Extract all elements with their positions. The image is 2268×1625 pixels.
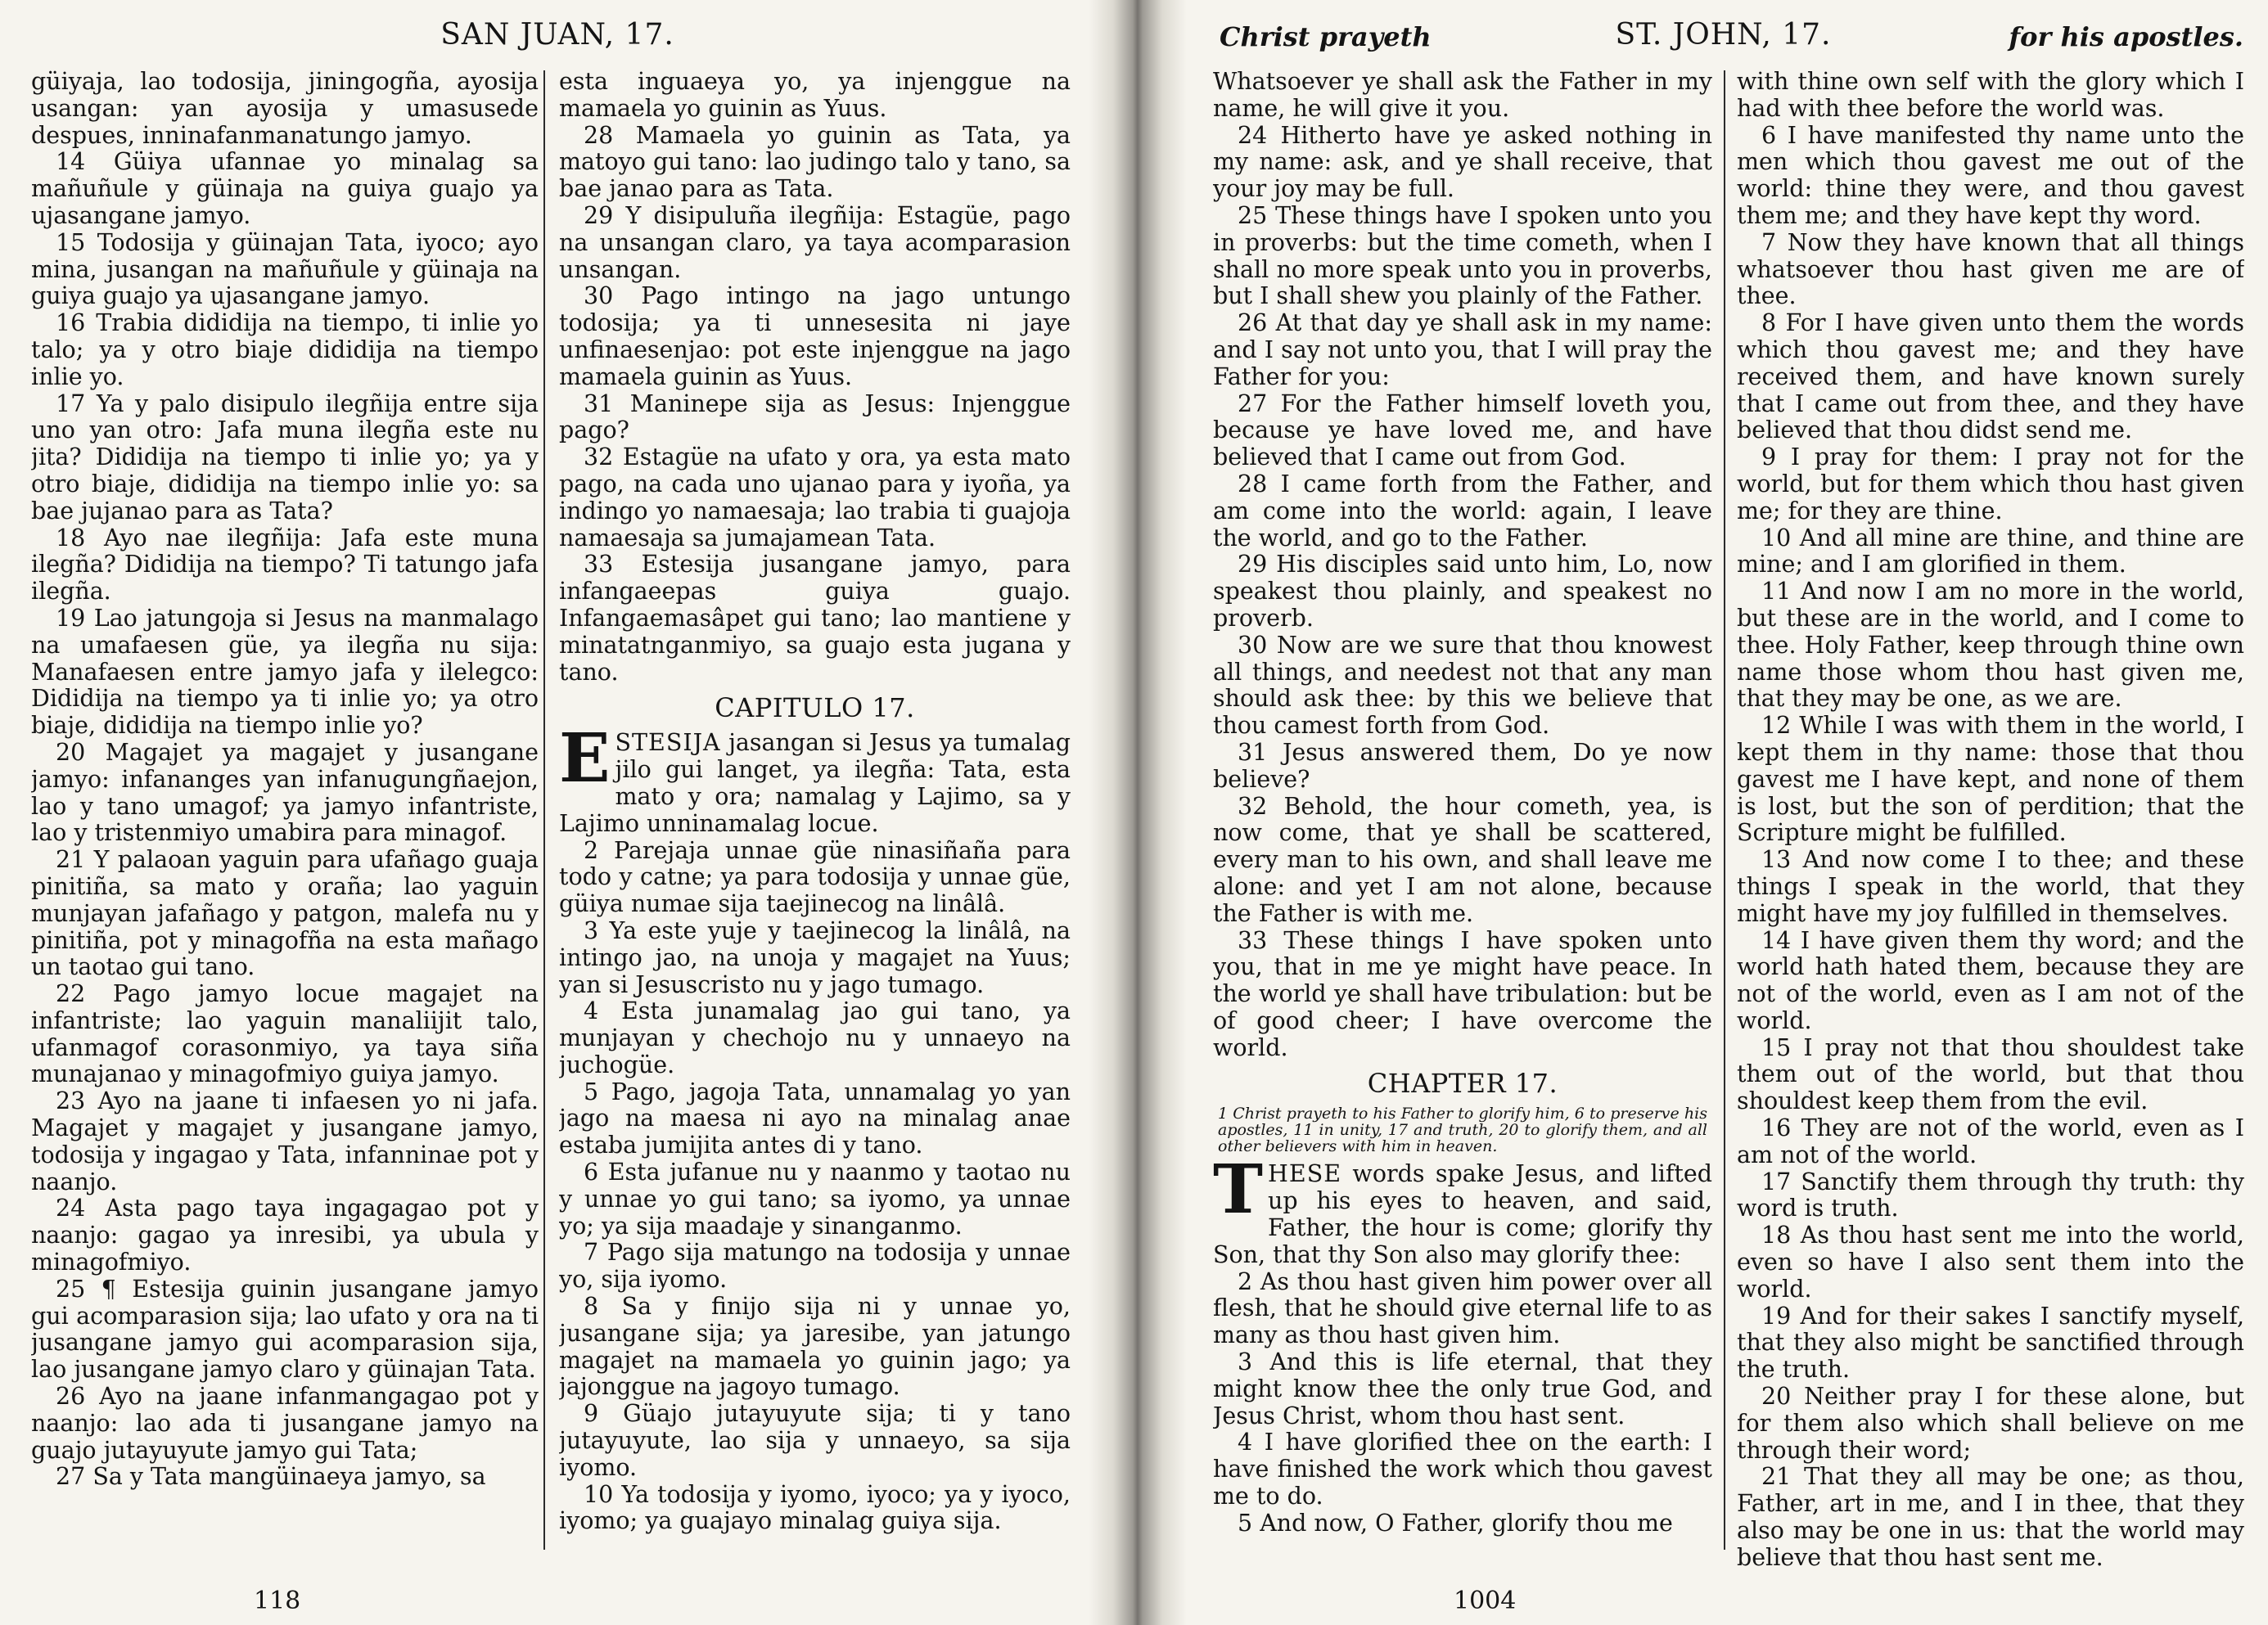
verse: 8 Sa y finijo sija ni y unnae yo, jusangane sija; ya jaresibe, yan jatungo magajet na mamaela yo guinin jago; ya jajonggue na jagoyo tumago.	[559, 1293, 1071, 1401]
verse: 12 While I was with them in the world, I kept them in thy name: those that thou gavest me I have kept, and none of them is lost, but the son of perdition; that the Scripture might be fulfilled.	[1737, 712, 2244, 847]
verse: 9 I pray for them: I pray not for the world, but for them which thou hast given me; for they are thine.	[1737, 443, 2244, 524]
verse: 13 And now come I to thee; and these things I speak in the world, that they might have my joy fulfilled in themselves.	[1737, 846, 2244, 927]
verse: 3 Ya este yuje y taejinecog la linâlâ, na intingo jao, na unoja y magajet na Yuus; yan si Jesuscristo nu y jago tumago.	[559, 916, 1071, 998]
verse: 29 Y disipuluña ilegñija: Estagüe, pago na unsangan claro, ya taya acomparasion unsangan.	[559, 201, 1071, 283]
verse: 25 These things have I spoken unto you in proverbs: but the time cometh, when I shall no more speak unto you in proverbs, but I shall shew you plainly of the Father.	[1213, 201, 1712, 310]
verse: 19 Lao jatungoja si Jesus na manmalago na umafaesen güe, ya ilegña nu sija: Manafaesen entre jamyo jafa y ilelegco: Dididija na tiempo ya ti inlie yo; ya otro biaje, dididija na tiempo inlie yo?	[31, 604, 539, 740]
verse: 11 And now I am no more in the world, but these are in the world, and I come to thee. Holy Father, keep through thine own name those whom thou hast given me, that they may be one, as we are.	[1737, 578, 2244, 713]
verse: 10 Ya todosija y iyomo, iyoco; ya y iyoco, iyomo; ya guajayo minalag guiya sija.	[559, 1480, 1071, 1535]
verse: 25 ¶ Estesija guinin jusangane jamyo gui acomparasion sija; lao ufato y ora na ti jusangane jamyo gui acomparasion sija, lao jusangane jamyo claro y güinajan Tata.	[31, 1275, 539, 1384]
verse: 18 Ayo nae ilegñija: Jafa este muna ilegña? Dididija na tiempo? Ti tatungo jafa ilegña.	[31, 524, 539, 605]
verse: 2 Parejaja unnae güe ninasiñaña para todo y catne; ya para todosija y unnae güe, güiya numae sija taejinecog na linâlâ.	[559, 836, 1071, 918]
chapter-heading: CHAPTER 17.	[1367, 1068, 1558, 1100]
verse: 32 Behold, the hour cometh, yea, is now come, that ye shall be scattered, every man to his own, and shall leave me alone: and yet I am not alone, because the Father is with me.	[1213, 792, 1712, 927]
verse: with thine own self with the glory which I had with thee before the world was.	[1737, 69, 2244, 122]
verse: 28 I came forth from the Father, and am come into the world: again, I leave the world, and go to the Father.	[1213, 470, 1712, 551]
verse: 8 For I have given unto them the words which thou gavest me; and they have received them, and have known surely that I came out from thee, and they have believed that thou didst send me.	[1737, 309, 2244, 444]
verse: 6 I have manifested thy name unto the men which thou gavest me out of the world: thine they were, and thou gavest them me; and they have kept thy word.	[1737, 121, 2244, 229]
column-rule	[1724, 70, 1725, 1550]
page-number: 1004	[1454, 1587, 1517, 1615]
opening-caps: HESE	[1268, 1160, 1342, 1188]
verse: Whatsoever ye shall ask the Father in my name, he will give it you.	[1213, 69, 1712, 122]
running-head: SAN JUAN, 17.	[440, 18, 674, 52]
verse: 28 Mamaela yo guinin as Tata, ya matoyo gui tano: lao judingo talo y tano, sa bae janao para as Tata.	[559, 121, 1071, 203]
verse: 30 Now are we sure that thou knowest all things, and needest not that any man should ask thee: by this we believe that thou camest forth from God.	[1213, 631, 1712, 740]
verse: 33 These things I have spoken unto you, that in me ye might have peace. In the world ye shall have tribulation: but be of good cheer; I have overcome the world.	[1213, 926, 1712, 1061]
verse: 18 As thou hast sent me into the world, even so have I also sent them into the world.	[1737, 1222, 2244, 1303]
drop-capital: E	[559, 719, 611, 799]
verse: 5 And now, O Father, glorify thou me	[1238, 1509, 1673, 1537]
verse: 23 Ayo na jaane ti infaesen yo ni jafa. Magajet y magajet y jusangane jamyo, todosija y ingagao y Tata, infanninae pot y naanjo.	[31, 1087, 539, 1195]
verse: 27 Sa y Tata mangüinaeya jamyo, sa	[56, 1463, 486, 1491]
chapter-heading: CAPITULO 17.	[715, 692, 915, 724]
verse: 10 And all mine are thine, and thine are mine; and I am glorified in them.	[1737, 524, 2244, 578]
page-number: 118	[254, 1587, 301, 1615]
verse: 7 Now they have known that all things whatsoever thou hast given me are of thee.	[1737, 228, 2244, 310]
chapter-summary: 1 Christ prayeth to his Father to glorify him, 6 to preserve his apostles, 11 in unity, 17 and truth, 20 to glorify them, and all other believers with him in heaven.	[1218, 1105, 1707, 1156]
right-page-header	[1179, 18, 2268, 64]
left-column-1	[31, 69, 539, 1576]
verse: 7 Pago sija matungo na todosija y unnae yo, sija iyomo.	[559, 1239, 1071, 1294]
verse: 22 Pago jamyo locue magajet na infantriste; lao yaguin manaliijit talo, ufanmagof corasonmiyo, ya taya siña munajanao y minagofmiyo guiya jamyo.	[31, 980, 539, 1088]
chapter-first-verse	[559, 719, 1071, 837]
verse: 21 That they all may be one; as thou, Father, art in me, and I in thee, that they also may be one in us: that the world may believe that thou hast sent me.	[1737, 1463, 2244, 1571]
verse: 16 Trabia dididija na tiempo, ti inlie yo talo; ya y otro biaje dididija na tiempo inlie yo.	[31, 309, 539, 390]
verse: 31 Jesus answered them, Do ye now believe?	[1213, 738, 1712, 793]
verse: 19 And for their sakes I sanctify myself, that they also might be sanctified through the truth.	[1737, 1302, 2244, 1384]
drop-capital: T	[1213, 1150, 1264, 1230]
verse: 4 Esta junamalag jao gui tano, ya munjayan y chechojo nu y unnaeyo na juchogüe.	[559, 997, 1071, 1078]
verse: 27 For the Father himself loveth you, because ye have loved me, and have believed that I came out from God.	[1213, 389, 1712, 471]
verse: 32 Estagüe na ufato y ora, ya esta mato pago, na cada uno ujanao para y iyoña, ya indingo yo namaesaja; lao trabia ti guajoja namaesaja sa jumajamean Tata.	[559, 443, 1071, 551]
verse: 24 Hitherto have ye asked nothing in my name: ask, and ye shall receive, that your joy may be full.	[1213, 121, 1712, 203]
verse: 14 Güiya ufannae yo minalag sa mañuñule y güinaja na guiya guajo ya ujasangane jamyo.	[31, 148, 539, 229]
verse: 5 Pago, jagoja Tata, unnamalag yo yan jago na maesa ni ayo na minalag anae estaba jumijita antes di y tano.	[559, 1078, 1071, 1159]
left-page	[0, 0, 1115, 1625]
verse: 26 At that day ye shall ask in my name: and I say not unto you, that I will pray the Father for you:	[1213, 309, 1712, 390]
right-column-2	[1737, 69, 2244, 1576]
verse: 4 I have glorified thee on the earth: I have finished the work which thou gavest me to do.	[1213, 1429, 1712, 1510]
opening-text: words spake Jesus, and lifted up his eyes to heaven, and said, Father, the hour is come; glorify thy Son, that thy Son also may glorify thee:	[1213, 1160, 1712, 1268]
verse: 20 Neither pray I for these alone, but for them also which shall believe on me through their word;	[1737, 1383, 2244, 1464]
running-head: ST. JOHN, 17.	[1615, 18, 1832, 52]
verse: 9 Güajo jutayuyute sija; ti y tano jutayuyute, lao sija y unnaeyo, sa sija iyomo.	[559, 1400, 1071, 1481]
right-page	[1179, 0, 2268, 1625]
verse: 30 Pago intingo na jago untungo todosija; ya ti unnesesita ni jaye unfinaesenjao: pot este injenggue na jago mamaela guinin as Yuus.	[559, 282, 1071, 390]
verse: 15 I pray not that thou shouldest take them out of the world, but that thou shouldest keep them from the evil.	[1737, 1033, 2244, 1115]
verse: 20 Magajet ya magajet y jusangane jamyo: infananges yan infanugungñaejon, lao y tano umagof; ya jamyo infantriste, lao y tristenmiyo umabira para minagof.	[31, 738, 539, 847]
chapter-first-verse	[1213, 1150, 1712, 1268]
running-head-right: for his apostles.	[2009, 21, 2243, 52]
verse: 31 Maninepe sija as Jesus: Injenggue pago?	[559, 389, 1071, 444]
column-rule	[543, 70, 545, 1550]
verse: güiyaja, lao todosija, jiningogña, ayosija usangan: yan ayosija y umasusede despues, inninafanmanatungo jamyo.	[31, 69, 539, 149]
running-head-left: Christ prayeth	[1220, 21, 1432, 52]
left-column-2	[559, 69, 1071, 1576]
verse: 29 His disciples said unto him, Lo, now speakest thou plainly, and speakest no proverb.	[1213, 551, 1712, 632]
verse: 2 As thou hast given him power over all flesh, that he should give eternal life to as many as thou hast given him.	[1213, 1267, 1712, 1349]
verse: 16 They are not of the world, even as I am not of the world.	[1737, 1114, 2244, 1168]
verse: 3 And this is life eternal, that they might know thee the only true God, and Jesus Christ, whom thou hast sent.	[1213, 1348, 1712, 1429]
verse: 26 Ayo na jaane infanmangagao pot y naanjo: lao ada ti jusangane jamyo na guajo jutayuyute jamyo gui Tata;	[31, 1383, 539, 1464]
verse: 17 Ya y palo disipulo ilegñija entre sija uno yan otro: Jafa muna ilegña este nu jita? Dididija na tiempo ti inlie yo; ya y otro biaje, dididija na tiempo inlie yo: sa bae jujanao para as Tata?	[31, 389, 539, 524]
verse: 17 Sanctify them through thy truth: thy word is truth.	[1737, 1168, 2244, 1222]
right-column-1	[1213, 69, 1712, 1576]
verse: esta inguaeya yo, ya injenggue na mamaela yo guinin as Yuus.	[559, 69, 1071, 122]
verse: 33 Estesija jusangane jamyo, para infangaeepas guiya guajo. Infangaemasâpet gui tano; lao mantiene y minatatnganmiyo, sa guajo esta jugana y tano.	[559, 551, 1071, 686]
verse: 14 I have given them thy word; and the world hath hated them, because they are not of the world, even as I am not of the world.	[1737, 926, 2244, 1034]
opening-text: jasangan si Jesus ya tumalag jilo gui langet, ya ilegña: Tata, esta mato y ora; namalag y Lajimo, sa y Lajimo unninamalag locue.	[559, 729, 1071, 837]
verse: 6 Esta jufanue nu y naanmo y taotao nu y unnae yo gui tano; sa iyomo, ya unnae yo; ya sija maadaje y sinanganmo.	[559, 1159, 1071, 1240]
opening-caps: STESIJA	[615, 729, 721, 757]
verse: 24 Asta pago taya ingagagao pot y naanjo: gagao ya inresibi, ya ubula y minagofmiyo.	[31, 1195, 539, 1276]
verse: 15 Todosija y güinajan Tata, iyoco; ayo mina, jusangan na mañuñule y güinaja na guiya guajo ya ujasangane jamyo.	[31, 228, 539, 310]
left-page-header	[0, 18, 1115, 64]
verse: 21 Y palaoan yaguin para ufañago guaja pinitiña, sa mato y oraña; lao yaguin munjayan jafañago y patgon, malefa nu y pinitiña, pot y minagofña na esta mañago un taotao gui tano.	[31, 846, 539, 981]
